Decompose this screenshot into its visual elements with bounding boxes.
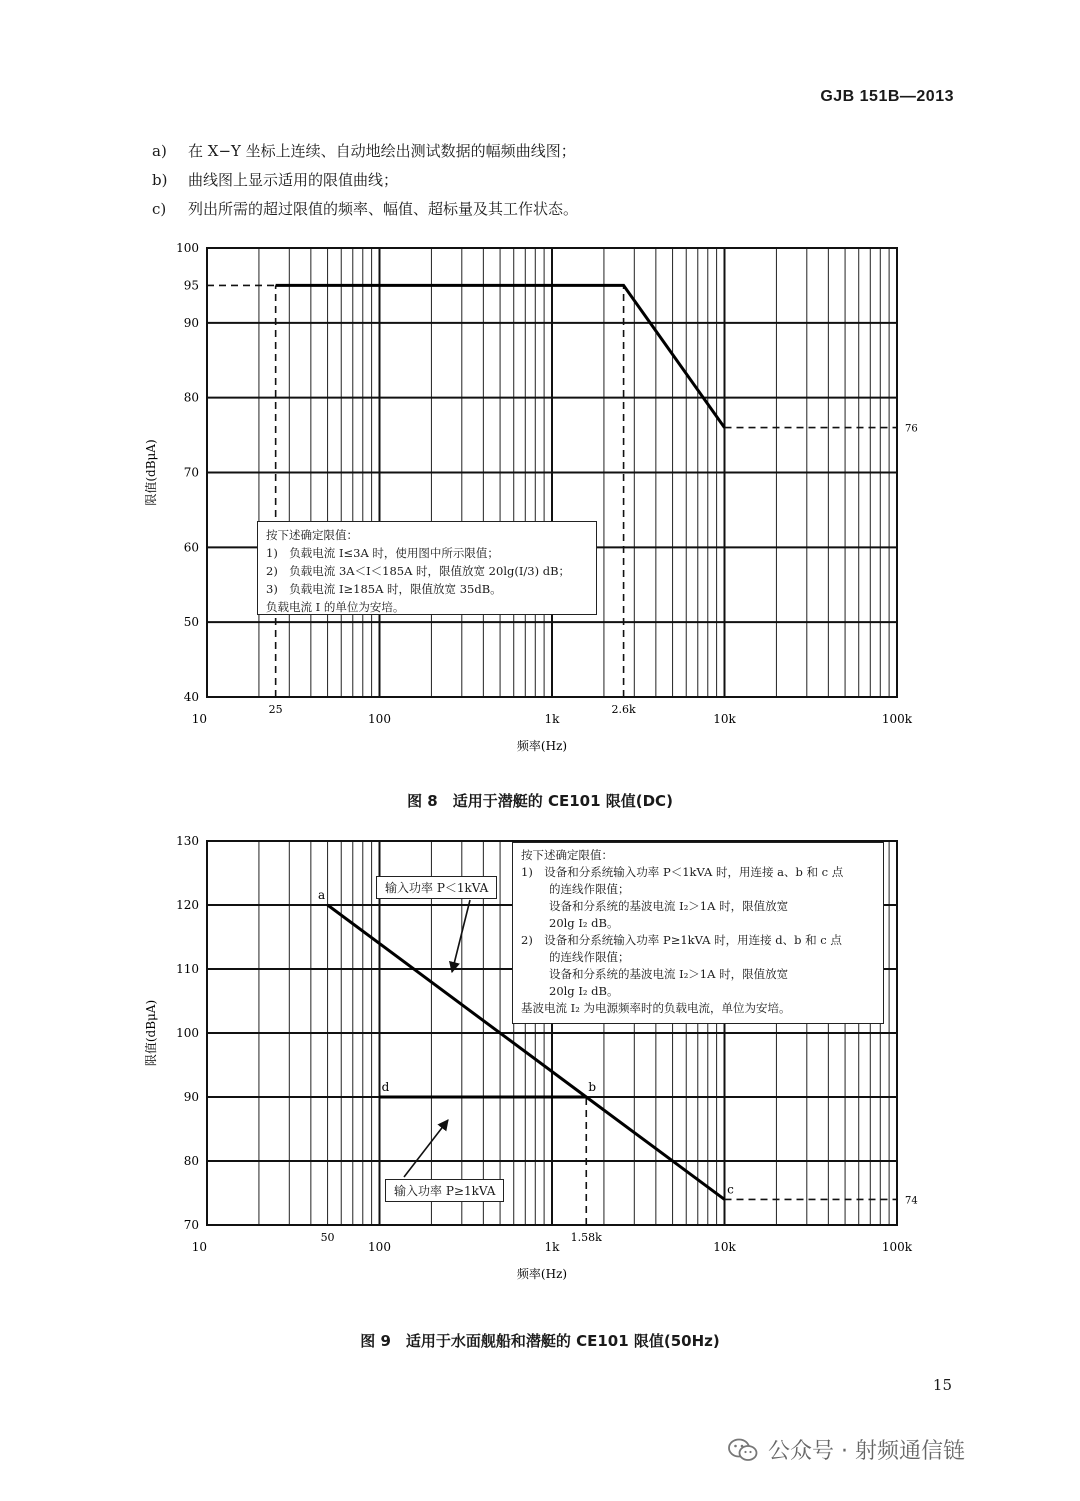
x-tick-label: 100k [881,712,913,726]
note-line: 按下述确定限值： [266,528,358,542]
x-tick-label: 10 [191,1240,207,1254]
note-line: 负载电流 I 的单位为安培。 [266,600,405,614]
watermark [728,1434,965,1465]
requirement-text: 曲线图上显示适用的限值曲线； [188,171,399,189]
requirement-key: c) [152,200,167,218]
tag-high-power: 输入功率 P≥1kVA [385,1179,504,1202]
y-tick-label: 120 [176,898,199,912]
note-line: 20lg I₂ dB。 [549,916,619,930]
note-line: 1) 设备和分系统输入功率 P＜1kVA 时，用连接 a、b 和 c 点 [521,865,844,879]
annotation-label: 95 [183,278,199,293]
note-line: 3) 负载电流 I≥185A 时，限值放宽 35dB。 [266,582,502,596]
x-axis-title: 频率(Hz) [516,1267,568,1281]
annotation-label: 50 [320,1231,335,1244]
y-tick-label: 90 [183,315,199,330]
annotation-label: 76 [905,423,918,435]
x-tick-label: 10k [713,1240,736,1254]
x-tick-label: 1k [544,712,560,726]
y-tick-label: 40 [183,690,199,704]
annotation-label: d [381,1080,390,1094]
requirement-text: 列出所需的超过限值的频率、幅值、超标量及其工作状态。 [188,200,579,218]
note-line: 基波电流 I₂ 为电源频率时的负载电流，单位为安培。 [521,1001,791,1015]
requirement-key: b) [152,171,168,189]
x-tick-label: 100 [368,1240,391,1254]
y-tick-label: 70 [183,1218,199,1232]
annotation-label: 1.58k [570,1231,602,1244]
annotation-label: b [588,1080,597,1094]
y-axis-title: 限值(dBμA) [144,439,158,506]
annotation-label: 2.6k [611,703,636,716]
annotation-label: a [317,888,326,902]
x-tick-label: 100 [368,712,391,726]
annotation-label: c [727,1182,734,1197]
y-tick-label: 130 [176,834,199,848]
x-tick-label: 10k [713,712,736,726]
y-axis-title: 限值(dBμA) [144,999,158,1067]
y-tick-label: 50 [183,615,199,630]
y-tick-label: 110 [176,962,199,976]
note-line: 的连线作限值； [549,882,630,896]
x-axis-title: 频率(Hz) [516,739,568,753]
y-tick-label: 60 [183,540,199,555]
y-tick-label: 70 [183,465,199,480]
annotation-label: 25 [268,703,283,716]
wechat-icon [728,1437,758,1463]
note-line: 按下述确定限值： [521,848,613,862]
note-line: 2) 设备和分系统输入功率 P≥1kVA 时，用连接 d、b 和 c 点 [521,933,842,947]
document-id: GJB 151B—2013 [820,88,954,105]
watermark-text: 公众号 · 射频通信链 [768,1439,965,1464]
annotation-label: 74 [905,1195,918,1207]
note-line: 设备和分系统的基波电流 I₂＞1A 时，限值放宽 [549,967,789,981]
figure-8-caption: 图 8 适用于潜艇的 CE101 限值(DC) [407,792,673,810]
note-line: 2) 负载电流 3A＜I＜185A 时，限值放宽 20lg(I/3) dB； [266,564,571,578]
figure-9-note-box [512,842,884,1024]
tag-low-power: 输入功率 P＜1kVA [376,876,497,899]
y-tick-label: 100 [176,241,199,255]
x-tick-label: 10 [191,712,207,726]
y-tick-label: 90 [183,1090,199,1104]
note-line: 20lg I₂ dB。 [549,984,619,998]
requirement-key: a) [152,142,167,160]
y-tick-label: 100 [176,1026,199,1040]
x-tick-label: 100k [881,1240,913,1254]
x-tick-label: 1k [544,1240,560,1254]
y-tick-label: 80 [183,1154,199,1168]
requirement-text: 在 X−Y 坐标上连续、自动地绘出测试数据的幅频曲线图； [188,142,576,160]
figure-9-caption: 图 9 适用于水面舰船和潜艇的 CE101 限值(50Hz) [360,1332,720,1350]
y-tick-label: 80 [183,390,199,405]
note-line: 设备和分系统的基波电流 I₂＞1A 时，限值放宽 [549,899,789,913]
figure-8-note-box [257,521,597,615]
note-line: 的连线作限值； [549,950,630,964]
page-number: 15 [932,1376,952,1394]
note-line: 1) 负载电流 I≤3A 时，使用图中所示限值； [266,546,499,560]
